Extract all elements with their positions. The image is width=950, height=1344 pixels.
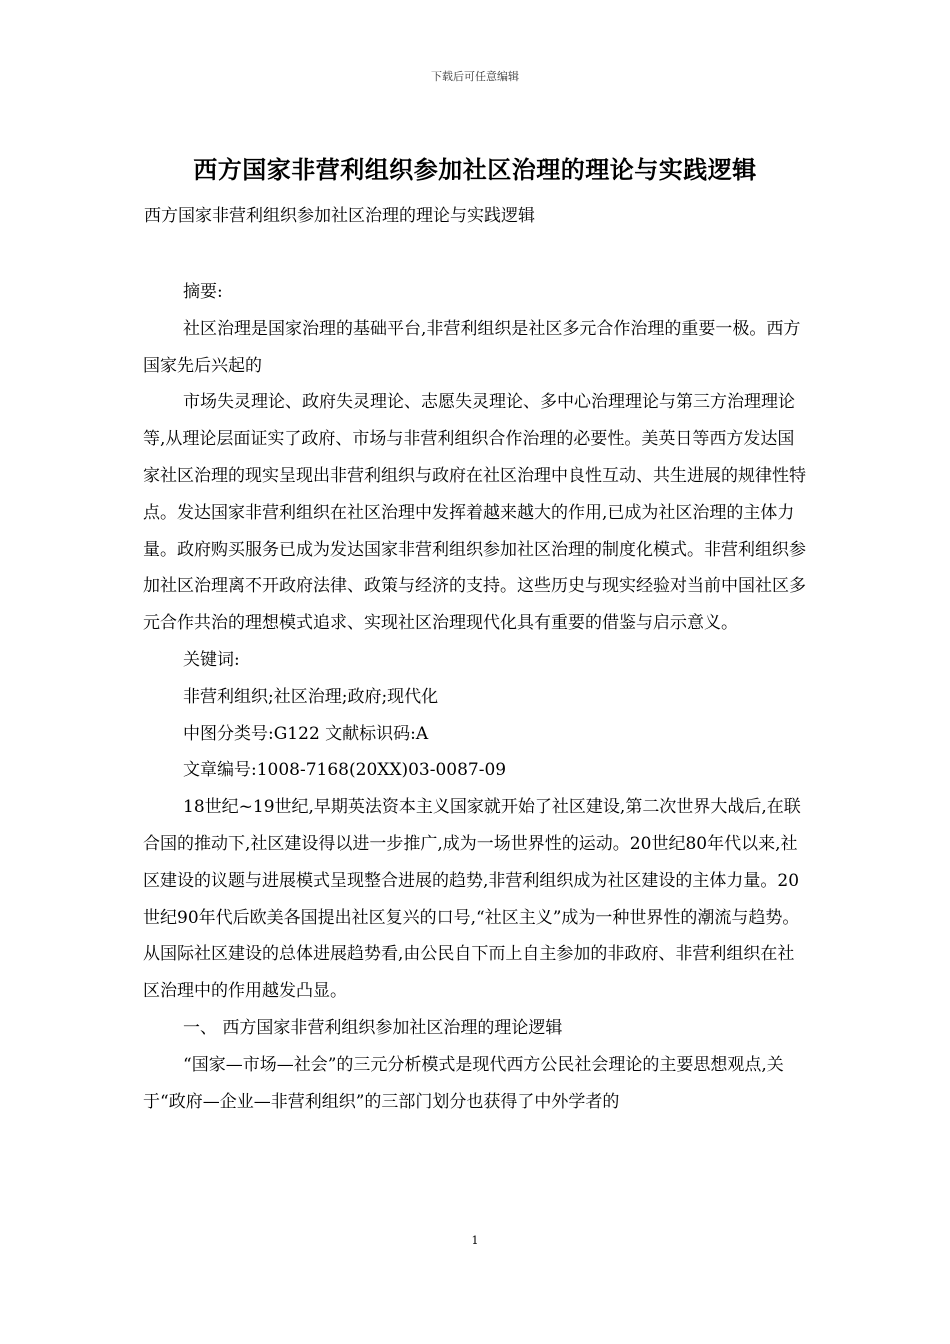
document-body: [143, 274, 807, 1120]
keywords: 非营利组织;社区治理;政府;现代化: [183, 686, 439, 707]
abstract-paragraph-2: 市场失灵理论、政府失灵理论、志愿失灵理论、多中心治理理论与第三方治理理论等,从理论层面证实了政府、市场与非营利组织合作治理的必要性。美英日等西方发达国家社区治理的现实呈现出非营利组织与政府在社区治理中良性互动、共生进展的规律性特点。发达国家非营利组织在社区治理中发挥着越来越大的作用,已成为社区治理的主体力量。政府购买服务已成为发达国家非营利组织参加社区治理的制度化模式。非营利组织参加社区治理离不开政府法律、政策与经济的支持。这些历史与现实经验对当前中国社区多元合作共治的理想模式追求、实现社区治理现代化具有重要的借鉴与启示意义。: [143, 392, 806, 634]
article-number: 文章编号:1008-7168(20XX)03-0087-09: [183, 760, 507, 781]
section-1-heading: 一、 西方国家非营利组织参加社区治理的理论逻辑: [183, 1017, 563, 1038]
classification-line: 中图分类号:G122 文献标识码:A: [183, 723, 429, 744]
abstract-paragraph-1: 社区治理是国家治理的基础平台,非营利组织是社区多元合作治理的重要一极。西方国家先后兴起的: [143, 318, 801, 376]
document-subtitle: 西方国家非营利组织参加社区治理的理论与实践逻辑: [144, 206, 535, 226]
header-note: 下载后可任意编辑: [431, 70, 519, 83]
page-number: 1: [471, 1234, 479, 1247]
intro-paragraph: 18世纪~19世纪,早期英法资本主义国家就开始了社区建设,第二次世界大战后,在联合国的推动下,社区建设得以进一步推广,成为一场世界性的运动。20世纪80年代以来,社区建设的议题与进展模式呈现整合进展的趋势,非营利组织成为社区建设的主体力量。20世纪90年代后欧美各国提出社区复兴的口号,“社区主义”成为一种世界性的潮流与趋势。从国际社区建设的总体进展趋势看,由公民自下而上自主参加的非政府、非营利组织在社区治理中的作用越发凸显。: [143, 797, 801, 1002]
document-title: 西方国家非营利组织参加社区治理的理论与实践逻辑: [193, 155, 757, 184]
keywords-label: 关键词:: [183, 649, 240, 670]
section-1-paragraph: “国家—市场—社会”的三元分析模式是现代西方公民社会理论的主要思想观点,关于“政府—企业—非营利组织”的三部门划分也获得了中外学者的: [143, 1054, 784, 1112]
abstract-label: 摘要:: [183, 282, 223, 302]
